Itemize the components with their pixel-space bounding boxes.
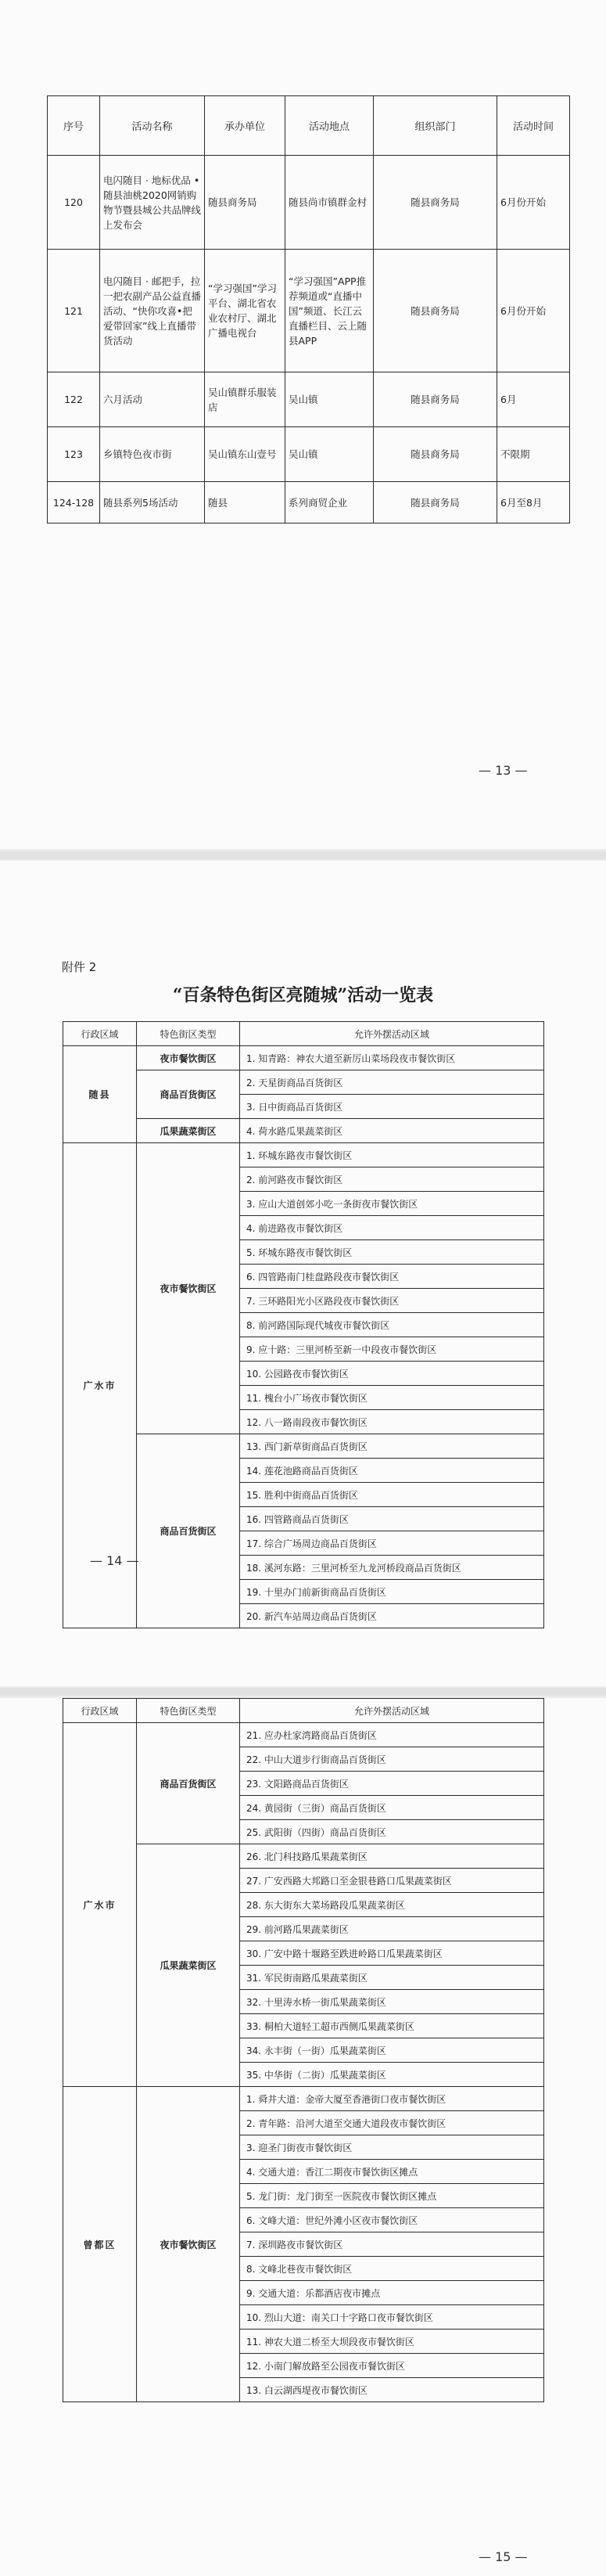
street-table-header (63, 1699, 544, 1723)
street-area-cell: 7. 深圳路夜市餐饮街区 (240, 2232, 544, 2257)
street-area-cell: 29. 前河路瓜果蔬菜街区 (240, 1917, 544, 1941)
header-region: 行政区域 (63, 1022, 137, 1046)
page-14 (0, 861, 606, 1686)
cell-dept: 随县商务局 (374, 372, 497, 427)
cell-no: 122 (48, 372, 100, 427)
cell-name: 六月活动 (100, 372, 205, 427)
street-type-cell: 商品百货街区 (137, 1723, 240, 1844)
region-cell: 随县 (63, 1046, 137, 1143)
street-area-cell: 30. 广安中路十堰路至跌进岭路口瓜果蔬菜街区 (240, 1941, 544, 1966)
street-area-cell: 22. 中山大道步行街商品百货街区 (240, 1747, 544, 1772)
street-area-cell: 26. 北门科技路瓜果蔬菜街区 (240, 1844, 544, 1869)
page-gap (0, 851, 606, 859)
cell-place: 吴山镇 (285, 372, 374, 427)
street-area-cell: 33. 桐柏大道轻工超市西侧瓜果蔬菜街区 (240, 2014, 544, 2038)
cell-dept: 随县商务局 (374, 482, 497, 523)
street-area-cell: 25. 武阳街（四街）商品百货街区 (240, 1820, 544, 1844)
street-area-cell: 34. 永丰街（一街）瓜果蔬菜街区 (240, 2038, 544, 2063)
street-area-cell: 19. 十里办门前新街商品百货街区 (240, 1580, 544, 1604)
street-type-cell: 夜市餐饮街区 (137, 2087, 240, 2402)
street-area-cell: 27. 广安西路大邦路口至金银巷路口瓜果蔬菜街区 (240, 1869, 544, 1893)
activity-table (47, 95, 570, 523)
street-area-cell: 8. 前河路国际现代城夜市餐饮街区 (240, 1313, 544, 1337)
street-area-cell: 6. 四管路南门桂盘路段夜市餐饮街区 (240, 1265, 544, 1289)
street-area-cell: 5. 环城东路夜市餐饮街区 (240, 1240, 544, 1265)
page-15 (0, 1698, 606, 2576)
street-area-cell: 5. 龙门街：龙门街至一医院夜市餐饮街区摊点 (240, 2184, 544, 2208)
street-area-cell: 7. 三环路阳光小区路段夜市餐饮街区 (240, 1289, 544, 1313)
street-type-cell: 夜市餐饮街区 (137, 1143, 240, 1434)
cell-place: 系列商贸企业 (285, 482, 374, 523)
street-type-cell: 瓜果蔬菜街区 (137, 1844, 240, 2087)
street-area-cell: 8. 文峰北巷夜市餐饮街区 (240, 2257, 544, 2281)
street-area-cell: 9. 交通大道：乐都酒店夜市摊点 (240, 2281, 544, 2305)
street-area-cell: 12. 八一路南段夜市餐饮街区 (240, 1410, 544, 1434)
street-area-cell: 14. 莲花池路商品百货街区 (240, 1459, 544, 1483)
cell-place: 吴山镇 (285, 427, 374, 482)
header-type: 特色街区类型 (137, 1022, 240, 1046)
cell-place: “学习强国”APP推荐频道或“直播中国”频道、长江云直播栏目、云上随县APP (285, 250, 374, 372)
page-gap (0, 1688, 606, 1696)
table-row (48, 427, 570, 482)
cell-no: 123 (48, 427, 100, 482)
annex-label: 附件 2 (62, 960, 97, 974)
cell-name: 电闪随目 · 地标优品 • 随县油桃2020网销购物节暨县城公共品牌线上发布会 (100, 156, 205, 250)
cell-dept: 随县商务局 (374, 156, 497, 250)
header-area: 允许外摆活动区域 (240, 1699, 544, 1723)
header-dept: 组织部门 (374, 96, 497, 156)
cell-no: 121 (48, 250, 100, 372)
header-type: 特色街区类型 (137, 1699, 240, 1723)
page-title: “百条特色街区亮随城”活动一览表 (172, 985, 434, 1006)
street-area-cell: 6. 文峰大道：世纪外滩小区夜市餐饮街区 (240, 2208, 544, 2232)
region-cell: 广水市 (63, 1723, 137, 2087)
street-area-cell: 1. 知青路：神农大道至新厉山菜场段夜市餐饮街区 (240, 1046, 544, 1070)
street-area-cell: 24. 黄园街（三街）商品百货街区 (240, 1796, 544, 1820)
cell-dept: 随县商务局 (374, 427, 497, 482)
header-area: 允许外摆活动区域 (240, 1022, 544, 1046)
table-row (63, 1143, 544, 1167)
street-type-cell: 夜市餐饮街区 (137, 1046, 240, 1070)
street-area-cell: 16. 四管路商品百货街区 (240, 1507, 544, 1531)
street-area-cell: 32. 十里涛水桥一街瓜果蔬菜街区 (240, 1990, 544, 2014)
street-area-cell: 2. 天星街商品百货街区 (240, 1070, 544, 1095)
street-area-cell: 9. 应十路：三里河桥至新一中段夜市餐饮街区 (240, 1337, 544, 1362)
cell-org: 随县商务局 (205, 156, 285, 250)
region-cell: 广水市 (63, 1143, 137, 1628)
street-area-cell: 13. 白云湖西堤夜市餐饮街区 (240, 2378, 544, 2402)
street-area-cell: 28. 东大街东大菜场路段瓜果蔬菜街区 (240, 1893, 544, 1917)
street-area-cell: 21. 应办杜家湾路商品百货街区 (240, 1723, 544, 1747)
street-area-cell: 1. 舜井大道：金帝大厦至香港街口夜市餐饮街区 (240, 2087, 544, 2111)
street-area-cell: 2. 前河路夜市餐饮街区 (240, 1167, 544, 1192)
activity-table-header (48, 96, 570, 156)
street-area-cell: 3. 迎圣门街夜市餐饮街区 (240, 2135, 544, 2160)
street-area-cell: 31. 军民街南路瓜果蔬菜街区 (240, 1966, 544, 1990)
street-area-cell: 12. 小南门解放路至公园夜市餐饮街区 (240, 2354, 544, 2378)
cell-org: 吴山镇东山壹号 (205, 427, 285, 482)
table-row (48, 482, 570, 523)
cell-dept: 随县商务局 (374, 250, 497, 372)
table-row (48, 156, 570, 250)
street-area-cell: 4. 交通大道：香江二期夜市餐饮街区摊点 (240, 2160, 544, 2184)
region-cell: 曾都区 (63, 2087, 137, 2402)
street-area-cell: 3. 应山大道创郊小吃一条街夜市餐饮街区 (240, 1192, 544, 1216)
header-no: 序号 (48, 96, 100, 156)
street-area-cell: 18. 溪河东路：三里河桥至九龙河桥段商品百货街区 (240, 1556, 544, 1580)
street-area-cell: 13. 西门新草街商品百货街区 (240, 1434, 544, 1459)
street-type-cell: 瓜果蔬菜街区 (137, 1119, 240, 1143)
table-row (63, 2087, 544, 2111)
cell-no: 124-128 (48, 482, 100, 523)
page-13 (0, 0, 606, 849)
page-number: — 13 — (479, 763, 528, 778)
cell-org: 吴山镇群乐服装店 (205, 372, 285, 427)
street-area-cell: 11. 神农大道二桥至大坝段夜市餐饮街区 (240, 2330, 544, 2354)
cell-name: 随县系列5场活动 (100, 482, 205, 523)
street-area-cell: 10. 烈山大道：南关口十字路口夜市餐饮街区 (240, 2305, 544, 2330)
street-area-cell: 17. 综合广场周边商品百货街区 (240, 1531, 544, 1556)
header-time: 活动时间 (497, 96, 570, 156)
street-table-header (63, 1022, 544, 1046)
header-place: 活动地点 (285, 96, 374, 156)
cell-org: 随县 (205, 482, 285, 523)
street-area-cell: 4. 荷水路瓜果蔬菜街区 (240, 1119, 544, 1143)
table-row (63, 1046, 544, 1070)
street-area-cell: 23. 文阳路商品百货街区 (240, 1772, 544, 1796)
cell-time: 不限期 (497, 427, 570, 482)
cell-time: 6月 (497, 372, 570, 427)
cell-time: 6月份开始 (497, 156, 570, 250)
cell-no: 120 (48, 156, 100, 250)
street-area-cell: 15. 胜利中街商品百货街区 (240, 1483, 544, 1507)
cell-org: “学习强国”学习平台、湖北省农业农村厅、湖北广播电视台 (205, 250, 285, 372)
cell-name: 电闪随目 · 邮把手，拉一把农副产品公益直播活动、“快你攻喜•把爱带回家”线上直播带货活动 (100, 250, 205, 372)
street-table-b (63, 1698, 544, 2402)
page-number: — 14 — (90, 1553, 139, 1568)
page-number: — 15 — (479, 2549, 528, 2564)
cell-name: 乡镇特色夜市街 (100, 427, 205, 482)
cell-time: 6月份开始 (497, 250, 570, 372)
header-org: 承办单位 (205, 96, 285, 156)
table-row (48, 372, 570, 427)
street-table-a (63, 1021, 544, 1628)
street-type-cell: 商品百货街区 (137, 1070, 240, 1119)
header-region: 行政区域 (63, 1699, 137, 1723)
street-area-cell: 35. 中华街（二街）瓜果蔬菜街区 (240, 2063, 544, 2087)
cell-time: 6月至8月 (497, 482, 570, 523)
table-row (63, 1723, 544, 1747)
street-area-cell: 11. 槐台小广场夜市餐饮街区 (240, 1386, 544, 1410)
street-area-cell: 3. 日中街商品百货街区 (240, 1095, 544, 1119)
street-area-cell: 1. 环城东路夜市餐饮街区 (240, 1143, 544, 1167)
street-area-cell: 4. 前进路夜市餐饮街区 (240, 1216, 544, 1240)
street-area-cell: 10. 公园路夜市餐饮街区 (240, 1362, 544, 1386)
street-area-cell: 20. 新汽车站周边商品百货街区 (240, 1604, 544, 1628)
cell-place: 随县尚市镇群金村 (285, 156, 374, 250)
street-type-cell: 商品百货街区 (137, 1434, 240, 1628)
table-row (48, 250, 570, 372)
header-name: 活动名称 (100, 96, 205, 156)
street-area-cell: 2. 青年路：沿河大道至交通大道段夜市餐饮街区 (240, 2111, 544, 2135)
